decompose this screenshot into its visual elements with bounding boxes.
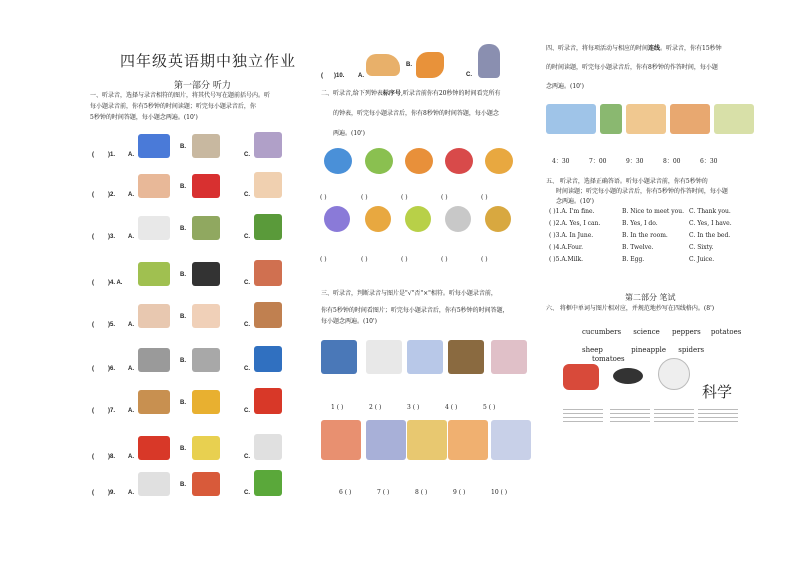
clock-image-row2-3 — [405, 206, 431, 232]
section6-instructions: 六、 将框中单词与图片相对应，并规范地抄写在四线格内。(8') — [546, 305, 715, 312]
section3-instructions — [321, 290, 536, 326]
section3-paren-row2-4: 9 ( ) — [453, 489, 466, 496]
q8-b-image — [192, 436, 220, 460]
q3-a-image — [138, 216, 170, 240]
section3-paren-row1-3: 3 ( ) — [407, 404, 420, 411]
q7-b-image — [192, 390, 220, 414]
instr4-line1a: 四、听录音，将每项活动与相应的时间 — [546, 45, 649, 52]
q5-4-option-a: ( )4.A.Four. — [549, 244, 583, 251]
clock-paren-row2-1: ( ) — [320, 256, 327, 263]
clock-image-row2-5 — [485, 206, 511, 232]
section3-paren-row2-5: 10 ( ) — [491, 489, 508, 496]
instr4-line3: 念两遍。(10') — [546, 83, 584, 90]
section3-image-row1-4 — [448, 340, 484, 374]
q9-c-image — [254, 470, 282, 496]
q2-b-image — [192, 174, 220, 198]
four-line-1-2[interactable] — [563, 413, 603, 414]
q6-open-paren: ( — [92, 366, 94, 372]
four-line-1-3[interactable] — [563, 417, 603, 418]
instr1-line1: 一、听录音，选择与录音相符的图片，将其代号写在题前括号内。听 — [90, 92, 271, 99]
clock-image-row1-3 — [405, 148, 433, 174]
word-peppers: peppers — [672, 328, 701, 336]
part2-heading: 第二部分 笔试 — [625, 293, 676, 302]
four-line-1-4[interactable] — [563, 421, 603, 422]
q9-b-image — [192, 472, 220, 496]
q10-a-label: A. — [358, 73, 364, 79]
q7-c-image — [254, 388, 282, 414]
four-line-3-3[interactable] — [654, 417, 694, 418]
instr3-line1: 三、听录音，判断录音与图片是"√"否"×"相符。听每小题录音前， — [321, 290, 497, 297]
instr2-line1a: 二、听录音,给下列钟表 — [321, 90, 383, 97]
word-potatoes: potatoes — [710, 328, 742, 336]
clock-image-row2-2 — [365, 206, 391, 232]
sheep-image — [658, 358, 690, 390]
q6-number: )6. — [108, 366, 116, 372]
clock-image-row1-2 — [365, 148, 393, 174]
four-line-1-1[interactable] — [563, 409, 603, 410]
section3-image-row1-2 — [366, 340, 402, 374]
q10-open-paren: ( — [321, 73, 323, 79]
clock-paren-row1-1: ( ) — [320, 194, 327, 201]
q4-c-image — [254, 260, 282, 286]
activity-image-1 — [546, 104, 596, 134]
four-line-4-1[interactable] — [698, 409, 738, 410]
q1-open-paren: ( — [92, 152, 94, 158]
q5-2-option-c: C. Yes, I have. — [689, 220, 732, 227]
section3-image-row2-1 — [321, 420, 361, 460]
clock-paren-row1-5: ( ) — [481, 194, 488, 201]
q3-c-image — [254, 214, 282, 240]
q3-open-paren: ( — [92, 234, 94, 240]
clock-image-row2-1 — [324, 206, 350, 232]
clock-paren-row2-5: ( ) — [481, 256, 488, 263]
q9-open-paren: ( — [92, 490, 94, 496]
section3-paren-row2-1: 6 ( ) — [339, 489, 352, 496]
q5-b-label: B. — [180, 314, 186, 320]
four-line-2-2[interactable] — [610, 413, 650, 414]
q1-a-label: A. — [128, 152, 134, 158]
q6-a-image — [138, 348, 170, 372]
q1-c-label: C. — [244, 152, 250, 158]
word-cucumbers: cucumbers — [582, 328, 622, 336]
section3-image-row1-5 — [491, 340, 527, 374]
kangaroo-image — [478, 44, 500, 78]
q4-number: )4. A. — [108, 280, 123, 286]
q3-c-label: C. — [244, 234, 250, 240]
q4-c-label: C. — [244, 280, 250, 286]
q6-b-label: B. — [180, 358, 186, 364]
q5-c-image — [254, 302, 282, 328]
four-line-3-4[interactable] — [654, 421, 694, 422]
q8-c-label: C. — [244, 454, 250, 460]
q2-c-image — [254, 172, 282, 198]
q4-open-paren: ( — [92, 280, 94, 286]
q5-2-option-a: ( )2.A. Yes, I can. — [549, 220, 601, 227]
instr2-line2: 的钟表，听完每小题录音后，你有8秒钟的时间答题，每小题念 — [333, 110, 499, 117]
q3-a-label: A. — [128, 234, 134, 240]
q10-c-label: C. — [466, 72, 472, 78]
instr2-bold: 标序号 — [382, 90, 401, 97]
q1-b-label: B. — [180, 144, 186, 150]
time-label-2: 7：00 — [589, 158, 607, 165]
word-science: science — [633, 328, 660, 336]
q2-open-paren: ( — [92, 192, 94, 198]
q8-a-label: A. — [128, 454, 134, 460]
q9-b-label: B. — [180, 482, 186, 488]
q8-open-paren: ( — [92, 454, 94, 460]
clock-paren-row2-4: ( ) — [441, 256, 448, 263]
q5-1-option-c: C. Thank you. — [689, 208, 731, 215]
q5-5-option-a: ( )5.A.Milk. — [549, 256, 584, 263]
instr1-line2: 每小题录音前，你有5秒钟的时间读题；听完每小题录音后，你 — [90, 103, 256, 110]
q4-b-label: B. — [180, 272, 186, 278]
time-label-3: 9：30 — [626, 158, 644, 165]
q5-b-image — [192, 304, 220, 328]
q1-b-image — [192, 134, 220, 158]
tomato-pepper-image — [563, 364, 599, 390]
four-line-4-2[interactable] — [698, 413, 738, 414]
q10-number: )10. — [334, 73, 345, 79]
word-box-row1 — [582, 328, 742, 337]
q7-number: )7. — [108, 408, 116, 414]
q1-a-image — [138, 134, 170, 158]
part1-heading: 第一部分 听力 — [174, 81, 231, 91]
instr2-line3: 两遍。(10') — [333, 130, 365, 137]
instr4-bold: 连线 — [648, 45, 661, 52]
section1-instructions — [90, 92, 310, 122]
q5-3-option-b: B. In the room. — [622, 232, 668, 239]
four-line-2-1[interactable] — [610, 409, 650, 410]
four-line-2-3[interactable] — [610, 417, 650, 418]
clock-paren-row2-3: ( ) — [401, 256, 408, 263]
section3-paren-row1-4: 4 ( ) — [445, 404, 458, 411]
q7-c-label: C. — [244, 408, 250, 414]
clock-image-row2-4 — [445, 206, 471, 232]
page-title: 四年级英语期中独立作业 — [120, 52, 297, 70]
section5-instructions — [546, 178, 761, 206]
q1-number: )1. — [108, 152, 116, 158]
instr5-line2: 时间读题；听完每小题的录音后，你有5秒钟的作答时间，每小题 — [556, 188, 728, 195]
section3-paren-row2-2: 7 ( ) — [377, 489, 390, 496]
q5-a-label: A. — [128, 322, 134, 328]
q8-number: )8. — [108, 454, 116, 460]
activity-image-5 — [714, 104, 754, 134]
section3-paren-row1-1: 1 ( ) — [331, 404, 344, 411]
section3-image-row2-4 — [448, 420, 488, 460]
clock-paren-row1-3: ( ) — [401, 194, 408, 201]
time-label-4: 8：00 — [663, 158, 681, 165]
word-tomatoes: tomatoes — [592, 355, 625, 363]
time-label-1: 4：30 — [552, 158, 570, 165]
four-line-3-2[interactable] — [654, 413, 694, 414]
q1-c-image — [254, 132, 282, 158]
q5-1-option-b: B. Nice to meet you. — [622, 208, 685, 215]
four-line-3-1[interactable] — [654, 409, 694, 410]
q3-b-label: B. — [180, 226, 186, 232]
section3-image-row1-1 — [321, 340, 357, 374]
q9-a-image — [138, 472, 170, 496]
q6-c-image — [254, 346, 282, 372]
clock-paren-row1-4: ( ) — [441, 194, 448, 201]
squirrel-image — [416, 52, 444, 78]
section2-instructions — [321, 90, 536, 138]
time-label-5: 6：30 — [700, 158, 718, 165]
q5-2-option-b: B. Yes, I do. — [622, 220, 658, 227]
q7-b-label: B. — [180, 400, 186, 406]
q5-number: )5. — [108, 322, 116, 328]
activity-image-4 — [670, 104, 710, 134]
word-pineapple: pineapple — [631, 346, 666, 354]
q3-b-image — [192, 216, 220, 240]
four-line-4-4[interactable] — [698, 421, 738, 422]
section3-paren-row2-3: 8 ( ) — [415, 489, 428, 496]
clock-image-row1-5 — [485, 148, 513, 174]
q8-b-label: B. — [180, 446, 186, 452]
instr5-line3: 念两遍。(10') — [556, 198, 594, 205]
q9-a-label: A. — [128, 490, 134, 496]
q2-c-label: C. — [244, 192, 250, 198]
q5-3-option-c: C. In the bed. — [689, 232, 731, 239]
q8-a-image — [138, 436, 170, 460]
instr3-line2: 你有5秒钟的时间看图片；听完每小题录音后，你有5秒钟的时间答题， — [321, 307, 509, 314]
instr2-line1b: ,听录音前你有20秒钟的时间看完所有 — [400, 90, 501, 97]
q7-a-label: A. — [128, 408, 134, 414]
instr4-line2: 的时间读题，听完每小题录音后，你有8秒钟的作答时间，每小题 — [546, 64, 718, 71]
q9-number: )9. — [108, 490, 116, 496]
q5-4-option-b: B. Twelve. — [622, 244, 654, 251]
four-line-2-4[interactable] — [610, 421, 650, 422]
q6-b-image — [192, 348, 220, 372]
q5-1-option-a: ( )1.A. I'm fine. — [549, 208, 595, 215]
section3-image-row1-3 — [407, 340, 443, 374]
spiders-image — [613, 368, 643, 384]
instr1-line3: 5秒钟的时间答题，每小题念两遍。(10') — [90, 114, 198, 121]
word-sheep: sheep — [582, 346, 603, 354]
q5-open-paren: ( — [92, 322, 94, 328]
instr5-line1: 五、 听录音，选择正确答语。听每小题录音前，你有5秒钟的 — [546, 178, 708, 185]
q6-a-label: A. — [128, 366, 134, 372]
q9-c-label: C. — [244, 490, 250, 496]
science-chinese-label: 科学 — [702, 383, 733, 401]
q5-3-option-a: ( )3.A. In June. — [549, 232, 594, 239]
q2-number: )2. — [108, 192, 116, 198]
section3-image-row2-2 — [366, 420, 406, 460]
instr4-line1b: 。听录音，你有15秒钟 — [660, 45, 722, 52]
lion-image — [366, 54, 400, 76]
word-spiders: spiders — [678, 346, 705, 354]
q6-c-label: C. — [244, 366, 250, 372]
q7-a-image — [138, 390, 170, 414]
q5-a-image — [138, 304, 170, 328]
q4-a-image — [138, 262, 170, 286]
q2-a-label: A. — [128, 192, 134, 198]
activity-image-2 — [600, 104, 622, 134]
q5-5-option-b: B. Egg. — [622, 256, 645, 263]
q2-a-image — [138, 174, 170, 198]
q5-c-label: C. — [244, 322, 250, 328]
q5-5-option-c: C. Juice. — [689, 256, 715, 263]
word-box-row2 — [582, 346, 742, 364]
section4-instructions — [546, 45, 761, 91]
four-line-4-3[interactable] — [698, 417, 738, 418]
clock-image-row1-4 — [445, 148, 473, 174]
section3-paren-row1-2: 2 ( ) — [369, 404, 382, 411]
section3-image-row2-5 — [491, 420, 531, 460]
clock-image-row1-1 — [324, 148, 352, 174]
q4-b-image — [192, 262, 220, 286]
instr3-line3: 每小题念两遍。(10') — [321, 318, 377, 325]
section3-paren-row1-5: 5 ( ) — [483, 404, 496, 411]
section3-image-row2-3 — [407, 420, 447, 460]
clock-paren-row1-2: ( ) — [361, 194, 368, 201]
q8-c-image — [254, 434, 282, 460]
q10-b-label: B. — [406, 62, 412, 68]
clock-paren-row2-2: ( ) — [361, 256, 368, 263]
q3-number: )3. — [108, 234, 116, 240]
q7-open-paren: ( — [92, 408, 94, 414]
q2-b-label: B. — [180, 184, 186, 190]
q5-4-option-c: C. Sixty. — [689, 244, 714, 251]
activity-image-3 — [626, 104, 666, 134]
